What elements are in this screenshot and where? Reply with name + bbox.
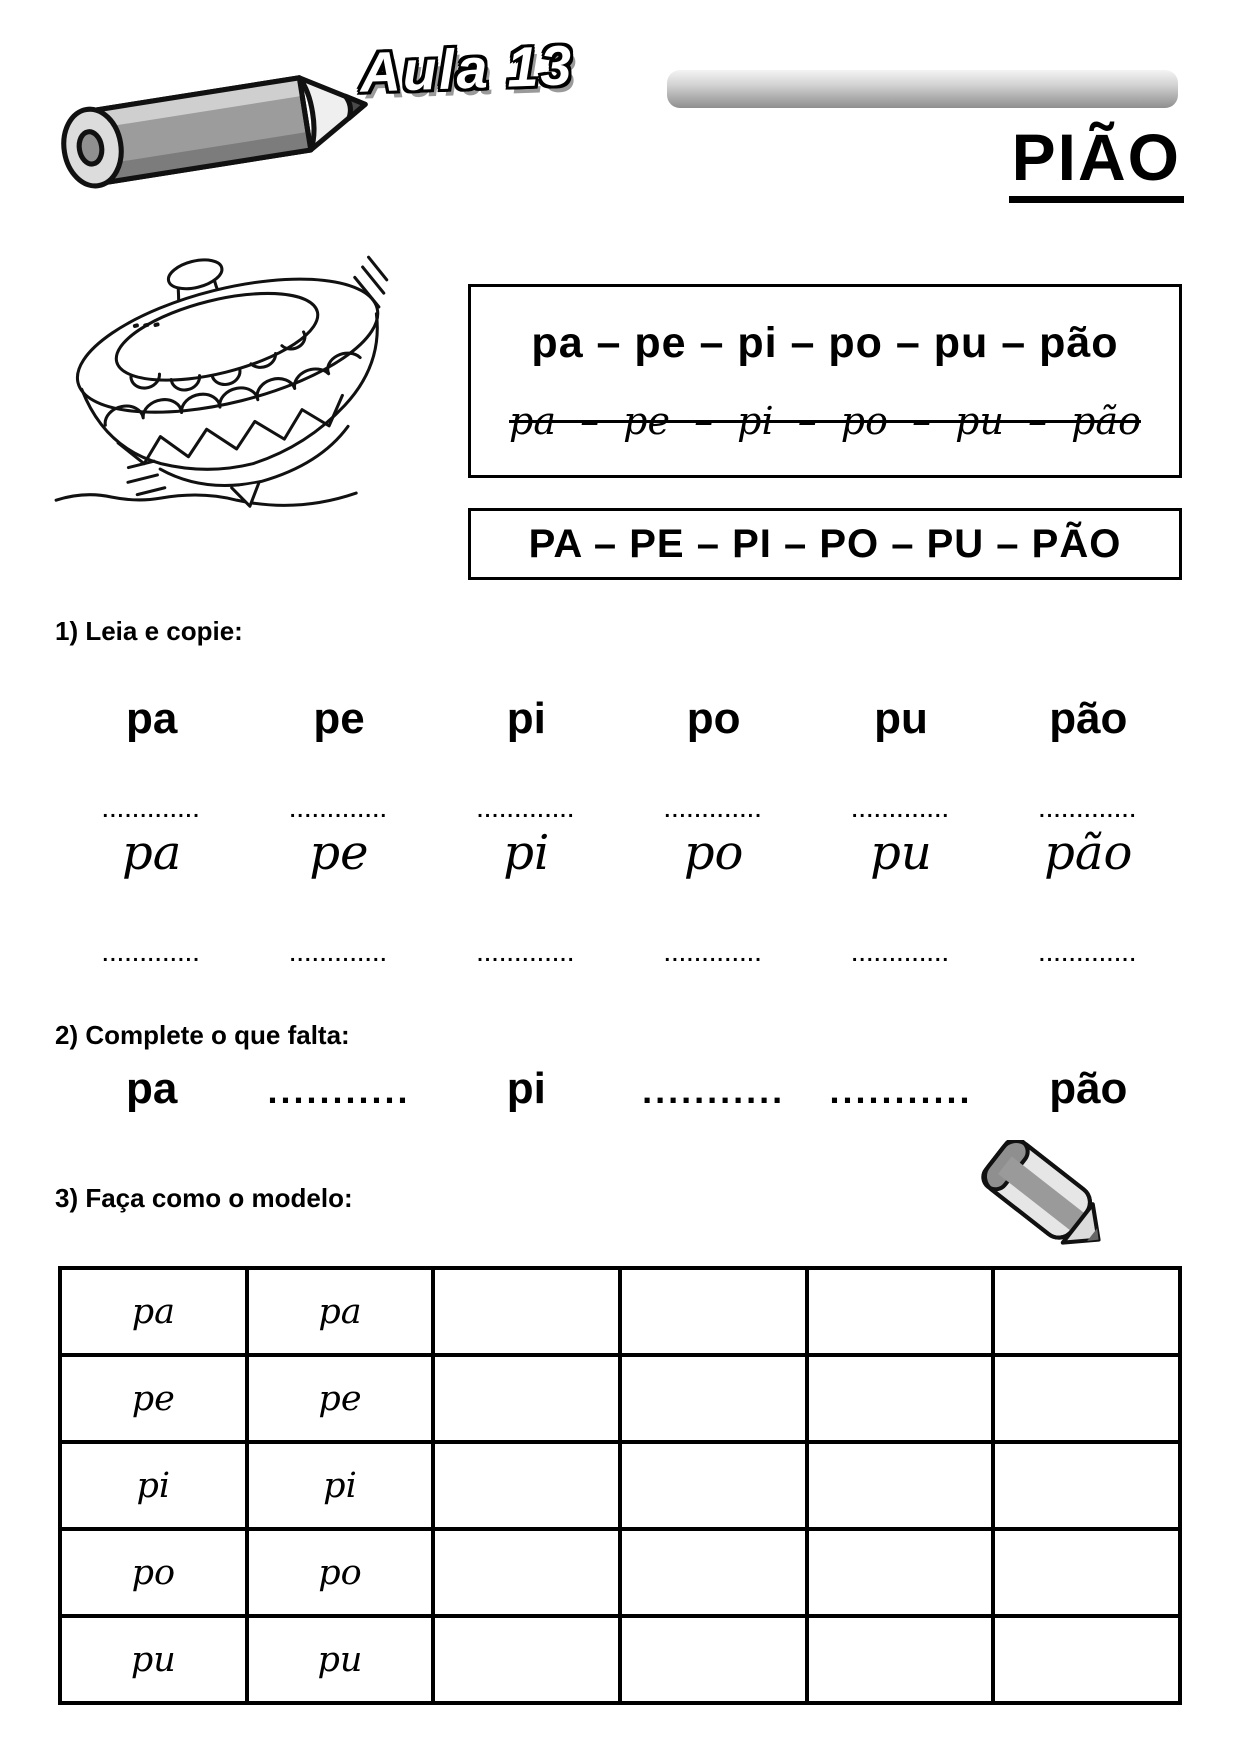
crayon-icon (978, 1140, 1120, 1272)
table-cell: pu (247, 1616, 434, 1703)
syllable-print: pa (125, 694, 178, 743)
syllable-print: pe (313, 694, 365, 743)
exercise2-row (58, 1064, 1182, 1115)
syllable-cursive: po (683, 825, 744, 881)
syllable-print: pão (1049, 694, 1128, 743)
table-cell (807, 1355, 994, 1442)
table-row (60, 1442, 1180, 1529)
syllable-box-uppercase (468, 508, 1182, 580)
blank-dots: ........... (267, 1070, 411, 1111)
syllable-cursive: pe (309, 825, 369, 881)
syllable-box-lowercase (468, 284, 1182, 478)
cursive-syllables-line: pa – pe – pi – po – pu – pão (509, 399, 1141, 444)
uppercase-syllables-line: PA – PE – PI – PO – PU – PÃO (528, 521, 1122, 566)
table-cell (993, 1529, 1180, 1616)
dotted-line: ............. (102, 944, 201, 966)
syllable-print: po (686, 694, 741, 743)
table-cell (620, 1355, 807, 1442)
table-cell (433, 1442, 620, 1529)
syllable-print: pa (125, 1064, 178, 1113)
dotted-line: ............. (289, 800, 389, 822)
dotted-line: ............. (851, 800, 951, 822)
syllable-cursive: pi (503, 825, 550, 881)
table-cell (807, 1268, 994, 1355)
page-title: PIÃO (1009, 124, 1184, 203)
syllable-cursive: pão (1044, 825, 1133, 881)
table-cell (993, 1616, 1180, 1703)
copy-table (58, 1266, 1182, 1705)
table-cell (433, 1268, 620, 1355)
dotted-line: ............. (664, 800, 763, 822)
table-cell: pe (60, 1355, 247, 1442)
table-cell (993, 1355, 1180, 1442)
exercise2-heading: 2) Complete o que falta: (55, 1020, 350, 1050)
exercise3-heading: 3) Faça como o modelo: (55, 1183, 353, 1213)
table-cell (807, 1529, 994, 1616)
syllable-cursive: pu (870, 825, 932, 881)
table-cell (993, 1442, 1180, 1529)
table-row (60, 1355, 1180, 1442)
table-cell (620, 1268, 807, 1355)
table-cell (620, 1442, 807, 1529)
dotted-line: ............. (1039, 944, 1138, 966)
dotted-line: ............. (477, 944, 576, 966)
syllable-print: pi (506, 694, 546, 743)
exercise1-heading: 1) Leia e copie: (55, 616, 243, 646)
header-bar (667, 70, 1178, 108)
exercise1-dotted-row (58, 800, 1182, 823)
table-cell (807, 1442, 994, 1529)
blank-dots: ........... (642, 1070, 786, 1111)
syllable-print: pu (874, 694, 928, 743)
table-cell (433, 1355, 620, 1442)
exercise1-dotted-row (58, 944, 1182, 967)
table-cell: po (60, 1529, 247, 1616)
table-row (60, 1529, 1180, 1616)
dotted-line: ............. (477, 800, 576, 822)
table-cell: pi (60, 1442, 247, 1529)
dotted-line: ............. (851, 944, 951, 966)
pencil-icon (44, 44, 379, 189)
table-cell: pi (247, 1442, 434, 1529)
syllable-cursive: pa (121, 825, 182, 881)
table-cell: pe (247, 1355, 434, 1442)
exercise1-cursive-row (58, 826, 1182, 881)
syllable-print: pão (1049, 1064, 1128, 1113)
table-row (60, 1616, 1180, 1703)
table-cell: pa (247, 1268, 434, 1355)
dotted-line: ............. (289, 944, 389, 966)
lesson-label: Aula 13 (358, 33, 575, 104)
spinning-top-icon (50, 238, 415, 518)
table-cell (433, 1529, 620, 1616)
dotted-line: ............. (102, 800, 201, 822)
blank-dots: ........... (829, 1070, 973, 1111)
table-cell: po (247, 1529, 434, 1616)
table-cell (620, 1616, 807, 1703)
table-cell (807, 1616, 994, 1703)
table-cell: pu (60, 1616, 247, 1703)
table-cell (433, 1616, 620, 1703)
dotted-line: ............. (664, 944, 763, 966)
table-row (60, 1268, 1180, 1355)
exercise1-print-row (58, 694, 1182, 745)
syllable-print: pi (506, 1064, 546, 1113)
print-syllables-line: pa – pe – pi – po – pu – pão (531, 318, 1119, 367)
table-cell (620, 1529, 807, 1616)
dotted-line: ............. (1039, 800, 1138, 822)
table-cell: pa (60, 1268, 247, 1355)
table-cell (993, 1268, 1180, 1355)
